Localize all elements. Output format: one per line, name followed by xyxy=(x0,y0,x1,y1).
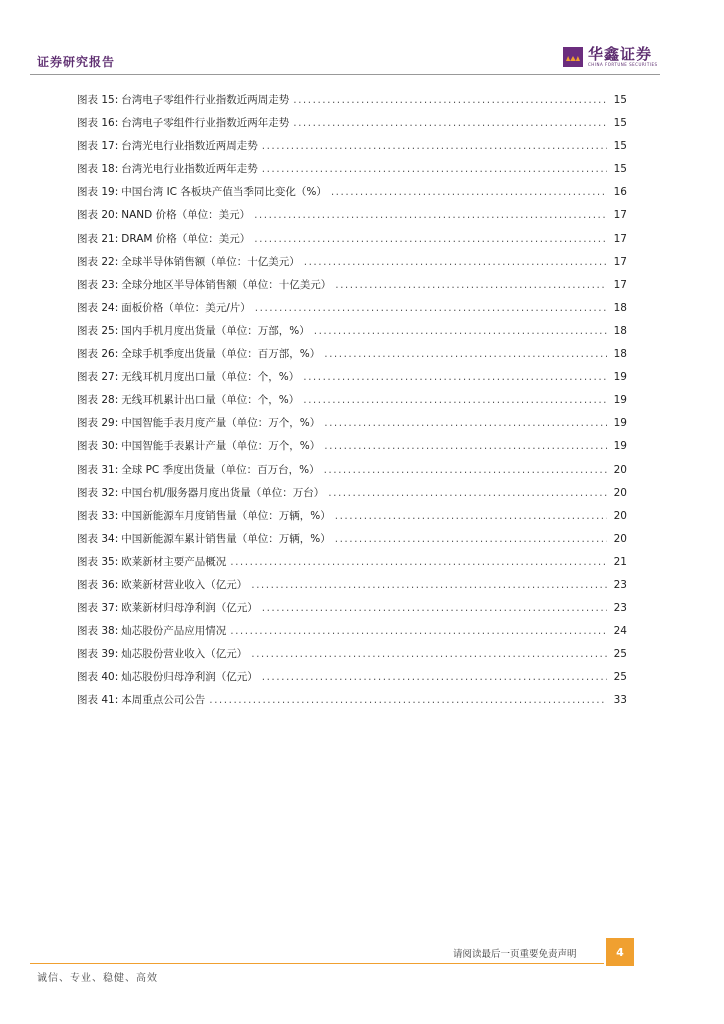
toc-entry[interactable] xyxy=(77,669,627,692)
toc-entry-page: 19 xyxy=(613,417,627,430)
disclaimer-note: 请阅读最后一页重要免责声明 xyxy=(453,949,577,960)
toc-entry-page: 21 xyxy=(613,555,627,568)
toc-entry-title: 台湾光电行业指数近两年走势 xyxy=(121,163,258,176)
toc-entry-label: 图表 16: xyxy=(77,117,119,130)
toc-entry-label: 图表 36: xyxy=(77,578,119,591)
toc-entry-title: NAND 价格（单位：美元） xyxy=(121,209,251,222)
toc-entry-title: 台湾光电行业指数近两周走势 xyxy=(121,140,258,153)
toc-entry-title: 台湾电子零组件行业指数近两年走势 xyxy=(121,117,290,130)
toc-entry-title: 全球 PC 季度出货量（单位：百万台，%） xyxy=(121,463,320,476)
toc-dot-leader xyxy=(303,394,607,406)
toc-entry[interactable] xyxy=(77,323,627,346)
toc-dot-leader xyxy=(262,602,607,614)
toc-entry-page: 16 xyxy=(613,186,627,199)
toc-entry-title: 中国智能手表月度产量（单位：万个，%） xyxy=(121,417,321,430)
toc-entry-title: 面板价格（单位：美元/片） xyxy=(121,301,251,314)
toc-entry-page: 19 xyxy=(613,371,627,384)
toc-entry-page: 23 xyxy=(613,578,627,591)
toc-entry-title: 台湾电子零组件行业指数近两周走势 xyxy=(121,94,290,106)
toc-dot-leader xyxy=(324,348,607,360)
toc-entry-label: 图表 37: xyxy=(77,602,119,615)
toc-entry[interactable] xyxy=(77,692,627,715)
toc-entry[interactable] xyxy=(77,115,627,138)
toc-entry-title: 灿芯股份产品应用情况 xyxy=(121,625,227,638)
toc-entry[interactable] xyxy=(77,554,627,577)
report-type-label: 证券研究报告 xyxy=(37,55,116,69)
toc-entry-label: 图表 17: xyxy=(77,140,119,153)
toc-entry-page: 15 xyxy=(613,140,627,153)
toc-entry-label: 图表 23: xyxy=(77,278,119,291)
toc-dot-leader xyxy=(328,487,607,499)
toc-entry-page: 23 xyxy=(613,602,627,615)
toc-entry-label: 图表 21: xyxy=(77,232,119,245)
toc-dot-leader xyxy=(304,256,607,268)
toc-entry-label: 图表 19: xyxy=(77,186,119,199)
toc-entry-label: 图表 38: xyxy=(77,625,119,638)
toc-dot-leader xyxy=(335,510,607,522)
toc-entry-label: 图表 15: xyxy=(77,94,119,106)
toc-entry-label: 图表 35: xyxy=(77,555,119,568)
toc-entry-page: 17 xyxy=(613,209,627,222)
toc-dot-leader xyxy=(314,325,607,337)
toc-entry-title: 全球分地区半导体销售额（单位：十亿美元） xyxy=(121,278,332,291)
toc-entry-page: 25 xyxy=(613,671,627,684)
toc-entry[interactable] xyxy=(77,577,627,600)
toc-dot-leader xyxy=(335,279,607,291)
toc-entry-page: 17 xyxy=(613,278,627,291)
toc-entry[interactable] xyxy=(77,462,627,485)
toc-entry-label: 图表 31: xyxy=(77,463,119,476)
toc-dot-leader xyxy=(335,533,607,545)
toc-entry-title: 国内手机月度出货量（单位：万部，%） xyxy=(121,324,310,337)
toc-entry-title: 中国智能手表累计产量（单位：万个，%） xyxy=(121,440,321,453)
toc-entry-page: 18 xyxy=(613,348,627,361)
toc-dot-leader xyxy=(324,417,607,429)
toc-entry[interactable] xyxy=(77,485,627,508)
toc-entry-title: 灿芯股份营业收入（亿元） xyxy=(121,648,248,661)
toc-dot-leader xyxy=(262,163,607,175)
header-divider xyxy=(30,74,660,75)
toc-entry-page: 15 xyxy=(613,94,627,106)
toc-entry-page: 18 xyxy=(613,301,627,314)
toc-dot-leader xyxy=(254,209,607,221)
toc-entry-page: 19 xyxy=(613,394,627,407)
toc-dot-leader xyxy=(293,117,607,129)
toc-entry-label: 图表 40: xyxy=(77,671,119,684)
toc-entry-title: 中国新能源车月度销售量（单位：万辆，%） xyxy=(121,509,331,522)
toc-entry[interactable] xyxy=(77,161,627,184)
toc-dot-leader xyxy=(262,140,607,152)
toc-entry-page: 18 xyxy=(613,324,627,337)
toc-dot-leader xyxy=(324,464,607,476)
toc-entry-label: 图表 27: xyxy=(77,371,119,384)
toc-entry[interactable] xyxy=(77,184,627,207)
toc-entry-page: 20 xyxy=(613,486,627,499)
toc-entry[interactable] xyxy=(77,508,627,531)
toc-entry-page: 25 xyxy=(613,648,627,661)
toc-entry[interactable] xyxy=(77,277,627,300)
logo-chinese-name: 华鑫证券 xyxy=(588,45,653,63)
toc-entry-label: 图表 32: xyxy=(77,486,119,499)
toc-entry[interactable] xyxy=(77,92,627,115)
toc-dot-leader xyxy=(251,579,607,591)
toc-entry[interactable] xyxy=(77,346,627,369)
toc-entry-title: 无线耳机月度出口量（单位：个，%） xyxy=(121,371,300,384)
figure-index-list xyxy=(77,92,627,716)
toc-entry[interactable] xyxy=(77,415,627,438)
toc-entry-label: 图表 39: xyxy=(77,648,119,661)
toc-entry[interactable] xyxy=(77,600,627,623)
toc-entry-label: 图表 34: xyxy=(77,532,119,545)
toc-entry-page: 33 xyxy=(613,694,627,707)
toc-entry-title: 本周重点公司公告 xyxy=(121,694,206,707)
toc-dot-leader xyxy=(262,671,607,683)
toc-dot-leader xyxy=(255,302,607,314)
toc-entry[interactable] xyxy=(77,369,627,392)
toc-entry-label: 图表 26: xyxy=(77,348,119,361)
toc-entry-title: 欧莱新材营业收入（亿元） xyxy=(121,578,248,591)
toc-entry[interactable] xyxy=(77,438,627,461)
company-logo xyxy=(563,46,658,68)
toc-entry-page: 24 xyxy=(613,625,627,638)
toc-entry-page: 20 xyxy=(613,463,627,476)
toc-entry-label: 图表 29: xyxy=(77,417,119,430)
toc-dot-leader xyxy=(324,440,607,452)
toc-entry-label: 图表 30: xyxy=(77,440,119,453)
toc-entry-title: 无线耳机累计出口量（单位：个，%） xyxy=(121,394,300,407)
toc-dot-leader xyxy=(303,371,607,383)
toc-entry-label: 图表 18: xyxy=(77,163,119,176)
toc-entry[interactable] xyxy=(77,254,627,277)
toc-entry-label: 图表 33: xyxy=(77,509,119,522)
toc-entry[interactable] xyxy=(77,138,627,161)
toc-entry-label: 图表 22: xyxy=(77,255,119,268)
toc-entry[interactable] xyxy=(77,300,627,323)
company-slogan: 诚信、专业、稳健、高效 xyxy=(37,973,158,984)
toc-entry-label: 图表 20: xyxy=(77,209,119,222)
toc-entry-page: 15 xyxy=(613,163,627,176)
toc-entry-title: 全球手机季度出货量（单位：百万部，%） xyxy=(121,348,321,361)
toc-dot-leader xyxy=(254,233,607,245)
toc-entry-page: 20 xyxy=(613,509,627,522)
toc-entry-label: 图表 25: xyxy=(77,324,119,337)
toc-entry-label: 图表 28: xyxy=(77,394,119,407)
toc-entry[interactable] xyxy=(77,231,627,254)
toc-entry-label: 图表 41: xyxy=(77,694,119,707)
page-number: 4 xyxy=(606,938,634,966)
toc-dot-leader xyxy=(251,648,607,660)
toc-entry-page: 19 xyxy=(613,440,627,453)
toc-entry-title: DRAM 价格（单位：美元） xyxy=(121,232,251,245)
toc-entry-page: 20 xyxy=(613,532,627,545)
logo-english-name: CHINA FORTUNE SECURITIES xyxy=(588,62,658,67)
toc-entry-title: 欧莱新材归母净利润（亿元） xyxy=(121,602,258,615)
logo-emblem-icon xyxy=(563,47,583,67)
toc-dot-leader xyxy=(230,625,607,637)
toc-entry[interactable] xyxy=(77,646,627,669)
toc-entry-title: 欧莱新材主要产品概况 xyxy=(121,555,227,568)
toc-dot-leader xyxy=(209,694,607,706)
toc-entry-title: 中国台湾 IC 各板块产值当季同比变化（%） xyxy=(121,186,327,199)
footer-divider xyxy=(30,963,604,964)
toc-entry-title: 灿芯股份归母净利润（亿元） xyxy=(121,671,258,684)
toc-entry[interactable] xyxy=(77,392,627,415)
toc-entry-page: 17 xyxy=(613,255,627,268)
toc-entry-title: 中国新能源车累计销售量（单位：万辆，%） xyxy=(121,532,331,545)
toc-entry[interactable] xyxy=(77,623,627,646)
toc-dot-leader xyxy=(230,556,607,568)
toc-entry-title: 全球半导体销售额（单位：十亿美元） xyxy=(121,255,300,268)
toc-entry-label: 图表 24: xyxy=(77,301,119,314)
toc-entry-title: 中国台机/服务器月度出货量（单位：万台） xyxy=(121,486,325,499)
toc-entry-page: 15 xyxy=(613,117,627,130)
toc-dot-leader xyxy=(331,186,607,198)
toc-dot-leader xyxy=(293,94,607,106)
toc-entry[interactable] xyxy=(77,207,627,230)
toc-entry-page: 17 xyxy=(613,232,627,245)
toc-entry[interactable] xyxy=(77,531,627,554)
